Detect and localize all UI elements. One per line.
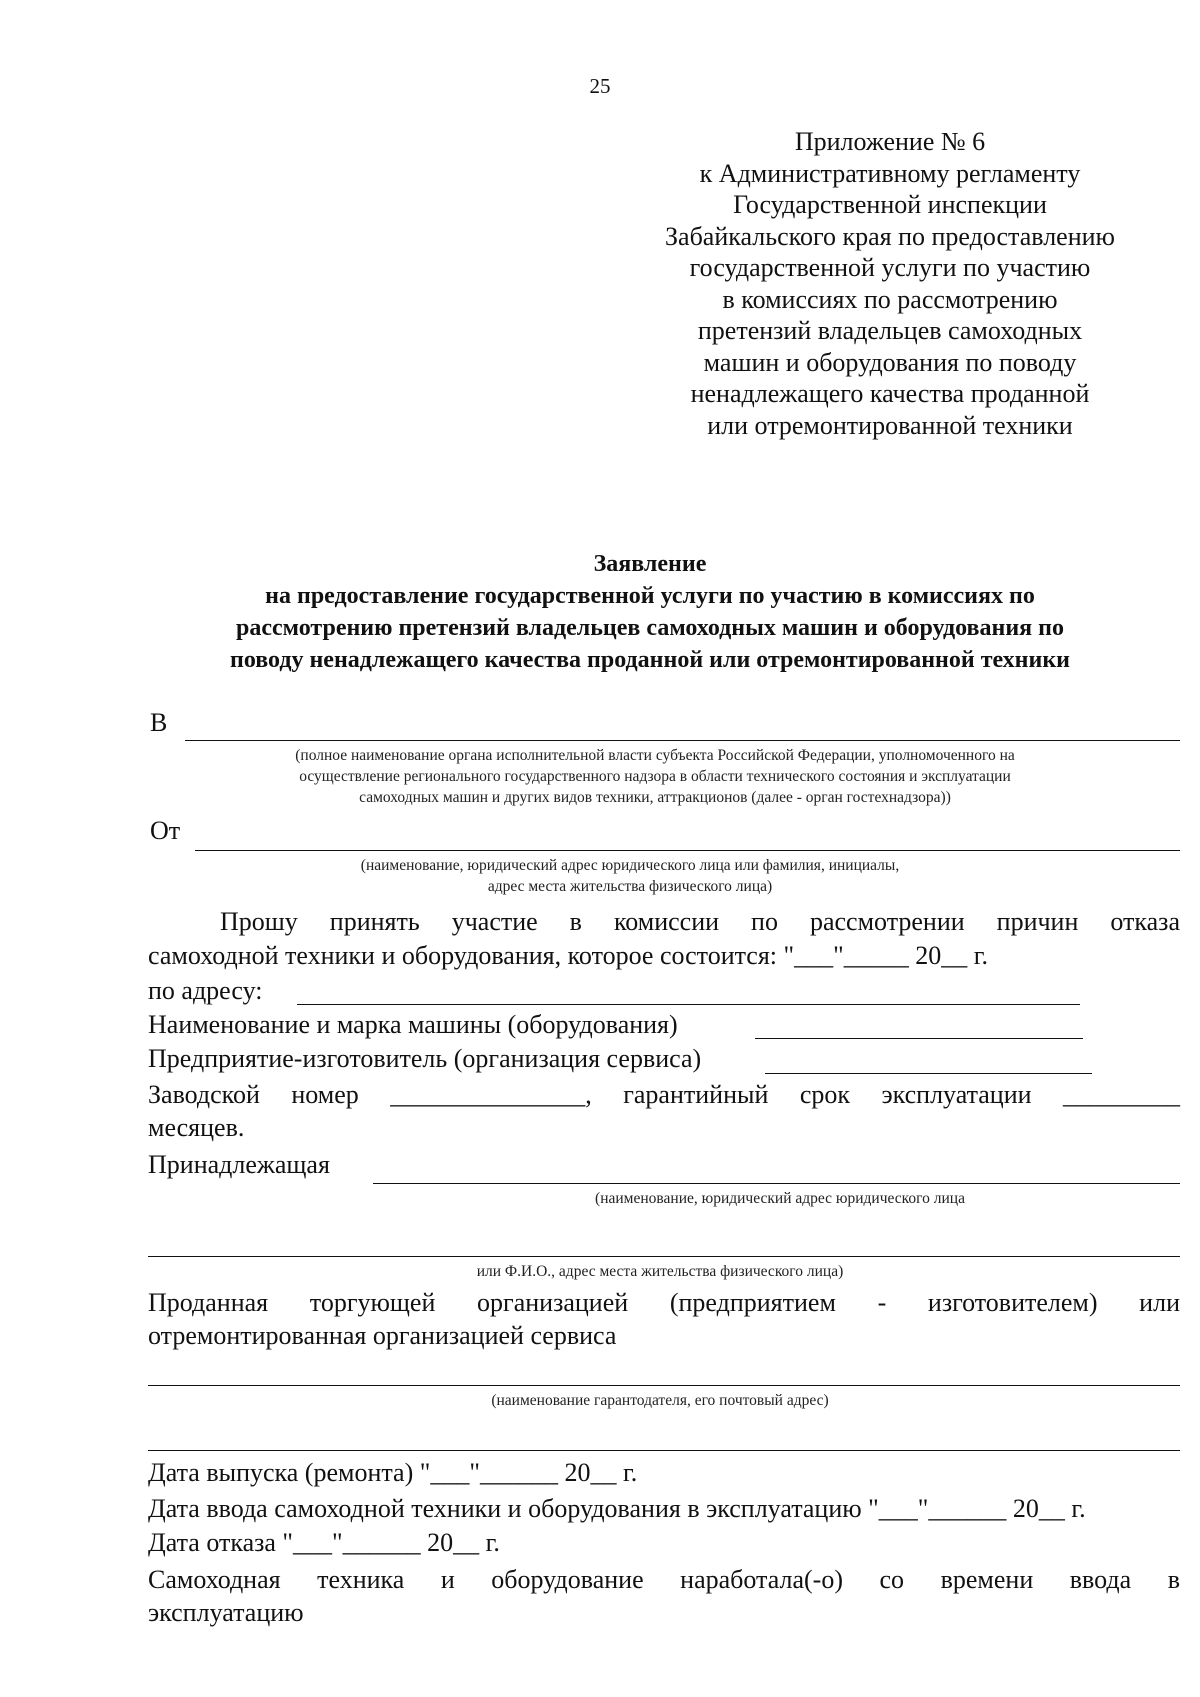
appendix-line: или отремонтированной техники <box>707 410 1073 440</box>
worked-line-2: эксплуатацию <box>148 1598 304 1627</box>
heading-line: на предоставление государственной услуги по участию в комиссиях по <box>265 583 1035 609</box>
page-number: 25 <box>589 74 611 98</box>
owner-field-note: (наименование, юридический адрес юридического лица <box>595 1190 965 1207</box>
address-field-line[interactable] <box>297 1004 1080 1005</box>
owner-label: Принадлежащая <box>148 1150 330 1179</box>
appendix-block <box>620 126 1160 441</box>
heading-line: поводу ненадлежащего качества проданной или отремонтированной техники <box>230 647 1070 673</box>
appendix-line: в комиссиях по рассмотрению <box>722 284 1058 314</box>
release-date-line: Дата выпуска (ремонта) "___"______ 20__ г. <box>148 1458 638 1487</box>
address-label: по адресу: <box>148 976 263 1005</box>
appendix-line: претензий владельцев самоходных <box>697 316 1083 345</box>
appendix-line: государственной услуги по участию <box>689 253 1091 282</box>
to-label: В <box>150 708 168 737</box>
from-field-note: (наименование, юридический адрес юридического лица или фамилия, инициалы, адрес места жительства физического лица) <box>360 857 900 895</box>
document-title: Заявление <box>593 551 707 577</box>
failure-date-line: Дата отказа "___"______ 20__ г. <box>148 1528 500 1557</box>
owner-field-note-2: или Ф.И.О., адрес места жительства физического лица) <box>476 1263 844 1280</box>
owner-field-line[interactable] <box>373 1183 1180 1184</box>
request-line-1: Прошу принять участие в комиссии по рассмотрении причин отказа <box>220 907 1180 936</box>
owner-field-line-2[interactable] <box>148 1256 1180 1257</box>
manufacturer-label: Предприятие-изготовитель (организация сервиса) <box>148 1044 702 1073</box>
sold-line-1: Проданная торгующей организацией (предприятием - изготовителем) или <box>148 1288 1180 1317</box>
to-field-note: (полное наименование органа исполнительной власти субъекта Российской Федерации, уполномоченного на осуществление регионального государственного надзора в области технического состояния и эксплуатации самоходных машин и других видов техники, аттракционов (далее - орган гостехнадзора)) <box>295 747 1015 806</box>
machine-field-line[interactable] <box>755 1038 1083 1039</box>
appendix-line: Приложение № 6 <box>794 127 986 156</box>
document-heading <box>120 548 1180 676</box>
from-field-line[interactable] <box>195 850 1180 851</box>
worked-line-1: Самоходная техника и оборудование наработала(-о) со времени ввода в <box>148 1565 1180 1594</box>
months-text: месяцев. <box>148 1113 245 1142</box>
guarantor-field-line[interactable] <box>148 1385 1180 1386</box>
sold-line-2: отремонтированная организацией сервиса <box>148 1321 617 1350</box>
appendix-line: ненадлежащего качества проданной <box>690 379 1090 408</box>
to-field-line[interactable] <box>185 740 1180 741</box>
manufacturer-field-line[interactable] <box>765 1073 1092 1074</box>
appendix-line: Государственной инспекции <box>733 190 1047 219</box>
appendix-line: машин и оборудования по поводу <box>703 347 1077 377</box>
heading-line: рассмотрению претензий владельцев самоходных машин и оборудования по <box>236 615 1064 641</box>
guarantor-field-note: (наименование гарантодателя, его почтовый адрес) <box>491 1392 829 1409</box>
guarantor-field-line-2[interactable] <box>148 1450 1180 1451</box>
commission-date-line: Дата ввода самоходной техники и оборудования в эксплуатацию "___"______ 20__ г. <box>148 1494 1086 1523</box>
request-line-2: самоходной техники и оборудования, которое состоится: "___"_____ 20__ г. <box>148 941 988 970</box>
serial-warranty-line: Заводской номер _______________, гарантийный срок эксплуатации _________ <box>148 1080 1180 1109</box>
from-label: От <box>150 816 181 845</box>
machine-label: Наименование и марка машины (оборудования) <box>148 1010 678 1039</box>
appendix-line: Забайкальского края по предоставлению <box>665 221 1115 251</box>
appendix-line: к Административному регламенту <box>699 158 1081 188</box>
